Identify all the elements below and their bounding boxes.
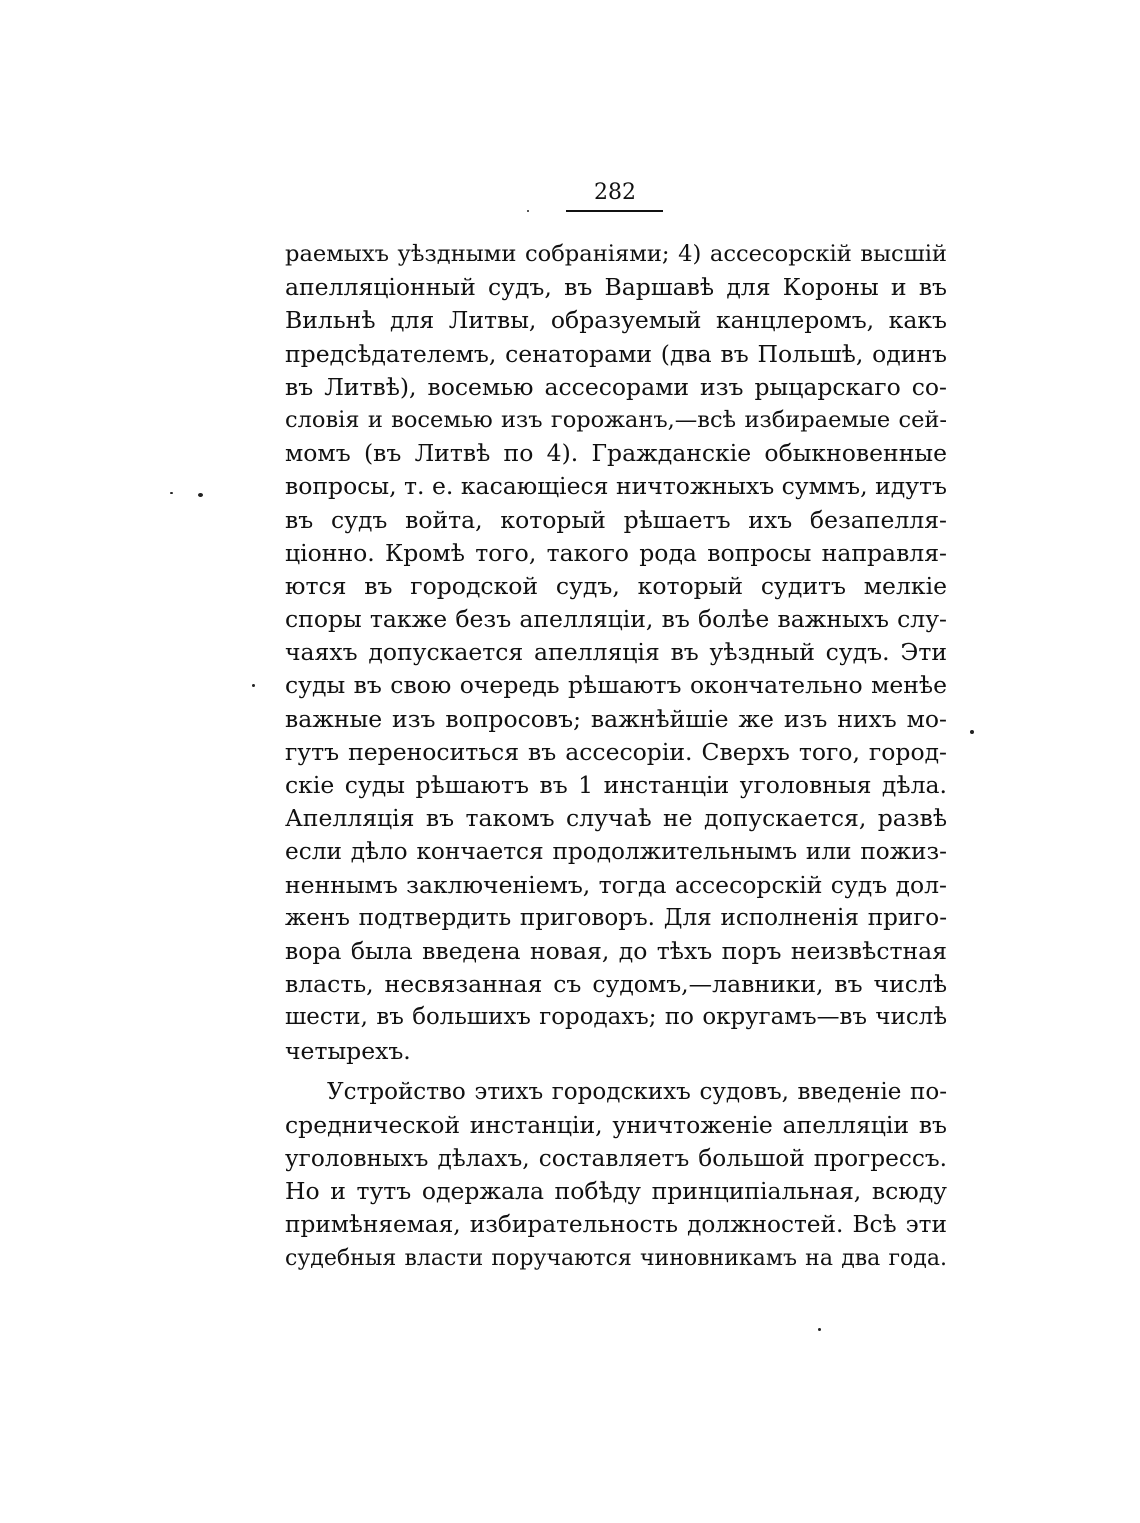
text-line: суды въ свою очередь рѣшаютъ окончательно менѣе	[285, 671, 947, 700]
paragraph-2	[285, 1076, 947, 1275]
text-line: гутъ переноситься въ ассесоріи. Сверхъ того, город-	[285, 737, 947, 766]
text-line: среднической инстанціи, уничтоженіе апелляціи въ	[285, 1110, 947, 1139]
paragraph-1	[285, 238, 947, 1068]
text-line: Но и тутъ одержала побѣду принципіальная, всюду	[285, 1177, 947, 1206]
text-line: предсѣдателемъ, сенаторами (два въ Польшѣ, одинъ	[285, 339, 947, 368]
scan-speck	[252, 684, 255, 687]
text-line: Устройство этихъ городскихъ судовъ, введеніе по-	[327, 1078, 947, 1105]
text-line: Апелляція въ такомъ случаѣ не допускается, развѣ	[285, 804, 947, 833]
scan-speck	[170, 492, 173, 494]
text-line: споры также безъ апелляціи, въ болѣе важныхъ слу-	[285, 605, 947, 634]
text-line: чаяхъ допускается апелляція въ уѣздный судъ. Эти	[285, 638, 947, 667]
text-line: ются въ городской судъ, который судитъ мелкіе	[285, 571, 947, 600]
text-line: въ судъ войта, который рѣшаетъ ихъ безапелля-	[285, 505, 947, 534]
scan-speck	[198, 493, 203, 497]
text-line: вопросы, т. е. касающіеся ничтожныхъ суммъ, идутъ	[285, 472, 947, 501]
text-line: четырехъ.	[285, 1036, 411, 1065]
paragraph-gap	[285, 1068, 947, 1076]
text-line: раемыхъ уѣздными собраніями; 4) ассесорскій высшій	[285, 241, 947, 267]
scan-speck	[970, 730, 974, 734]
text-line: примѣняемая, избирательность должностей. Всѣ эти	[285, 1211, 947, 1239]
text-line: шести, въ большихъ городахъ; по округамъ—въ числѣ	[285, 1004, 947, 1031]
text-line: важные изъ вопросовъ; важнѣйшіе же изъ нихъ мо-	[285, 704, 947, 733]
text-line: уголовныхъ дѣлахъ, составляетъ большой прогрессъ.	[285, 1145, 947, 1173]
text-line: скіе суды рѣшаютъ въ 1 инстанціи уголовныя дѣла.	[285, 771, 947, 799]
scan-speck	[818, 1328, 821, 1331]
body-text	[285, 238, 947, 1275]
text-line: женъ подтвердить приговоръ. Для исполненія приго-	[285, 904, 947, 931]
page-number: 282	[594, 180, 636, 205]
scan-speck	[527, 210, 529, 212]
text-line: Вильнѣ для Литвы, образуемый канцлеромъ, какъ	[285, 306, 947, 335]
text-line: словія и восемью изъ горожанъ,—всѣ избираемые сей-	[285, 406, 947, 433]
text-line: неннымъ заключеніемъ, тогда ассесорскій судъ дол-	[285, 870, 947, 899]
page-number-rule	[566, 210, 663, 212]
text-line: въ Литвѣ), восемью ассесорами изъ рыцарскаго со-	[285, 372, 947, 401]
text-line: судебныя власти поручаются чиновникамъ на два года.	[285, 1245, 947, 1271]
text-line: вора была введена новая, до тѣхъ поръ неизвѣстная	[285, 936, 947, 965]
text-line: власть, несвязанная съ судомъ,—лавники, въ числѣ	[285, 970, 947, 999]
text-line: апелляціонный судъ, въ Варшавѣ для Короны и въ	[285, 273, 947, 302]
text-line: ціонно. Кромѣ того, такого рода вопросы направля-	[285, 538, 947, 567]
text-line: момъ (въ Литвѣ по 4). Гражданскіе обыкновенные	[285, 439, 947, 468]
text-line: если дѣло кончается продолжительнымъ или пожиз-	[285, 838, 947, 866]
